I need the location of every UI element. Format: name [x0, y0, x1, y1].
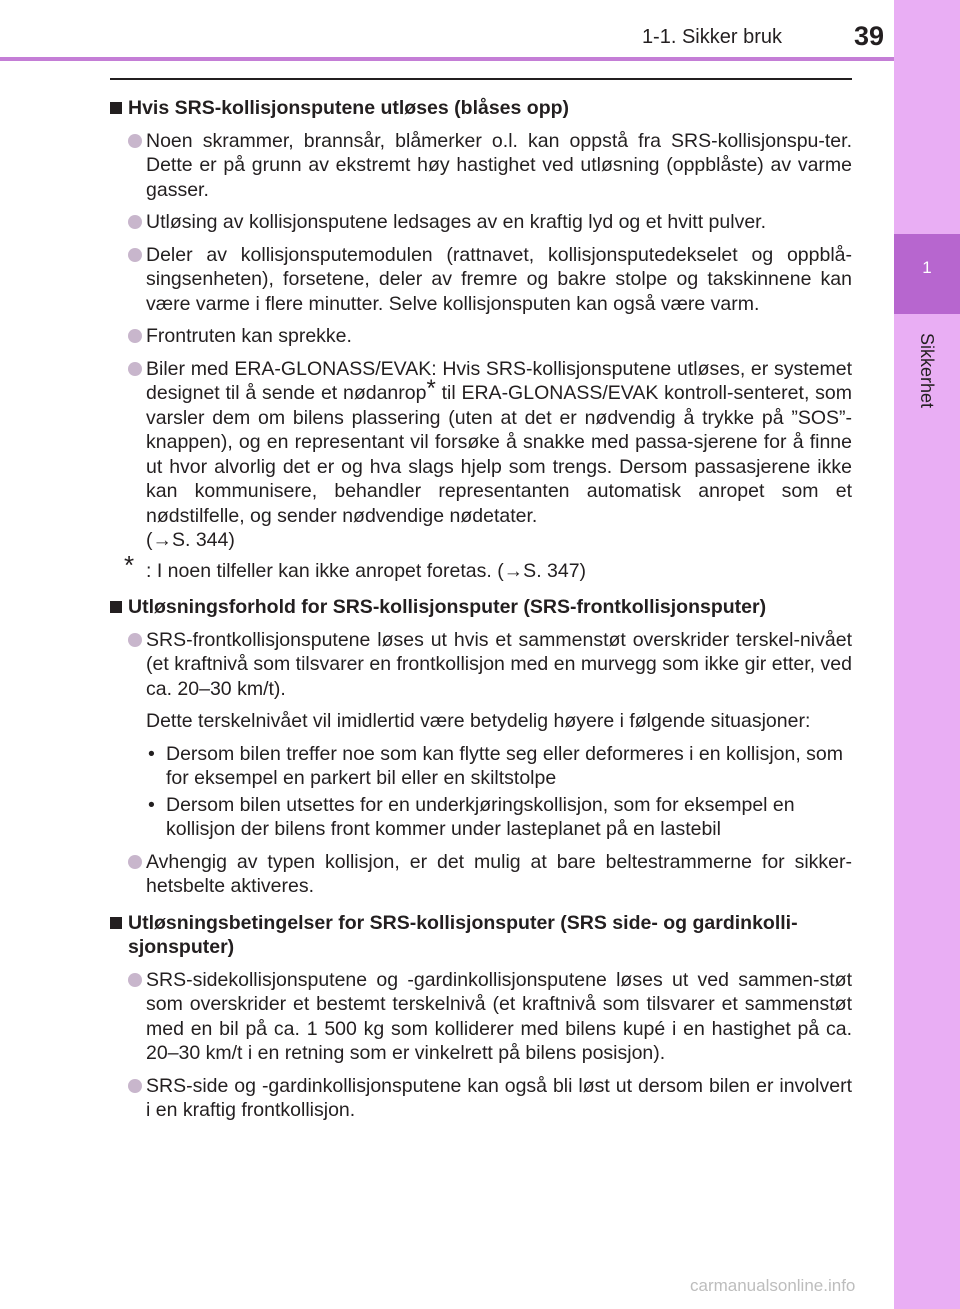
- round-bullet-icon: [128, 362, 142, 376]
- round-bullet-icon: [128, 1079, 142, 1093]
- round-bullet-icon: [128, 134, 142, 148]
- chapter-label-text: Sikkerhet: [917, 332, 938, 408]
- header-section-title: 1-1. Sikker bruk: [641, 26, 782, 48]
- footnote-asterisk: *: [124, 549, 135, 580]
- watermark-text: carmanualsonline.info: [690, 1276, 856, 1295]
- list-item: Noen skrammer, brannsår, blåmerker o.l. kan oppstå fra SRS-kollisjonspu-ter. Dette er på grunn av ekstremt høy hastighet ved utløsning (oppblåste) av varme gasser.: [110, 129, 852, 203]
- page-reference: (→S. 344): [146, 529, 235, 551]
- list-item: Biler med ERA-GLONASS/EVAK: Hvis SRS-kollisjonsputene utløses, er systemet designet til å sende et nødanrop* til ERA-GLONASS/EVAK kontroll-senteret, som varsler dem om bilens plassering (uten at det er nødvendig å trykke på ”SOS”-knappen), og en representant vil forsøke å snakke med passa-sjerene for å finne ut hvor alvorlig det er og hva slags hjelp som trengs. Dersom passasjerene ikke kan kommunisere, behandler representanten automatisk anropet som et nødstilfelle, og sender nødvendige nødetater. (→S. 344): [110, 357, 852, 553]
- sub-list-item: • Dersom bilen utsettes for en underkjøringskollisjon, som for eksempel en kollisjon der bilens front kommer under lasteplanet på en lastebil: [148, 793, 795, 840]
- top-rule: [110, 78, 852, 80]
- page-content: [110, 88, 852, 1123]
- list-item: Deler av kollisjonsputemodulen (rattnavet, kollisjonsputedekselet og oppblå-singsenheten), forsetene, deler av fremre og bakre stolpe og takskinnene kan være varme i flere minutter. Selve kollisjonsputen kan også være varm.: [110, 243, 852, 317]
- round-bullet-icon: [128, 633, 142, 647]
- round-bullet-icon: [128, 248, 142, 262]
- round-bullet-icon: [128, 329, 142, 343]
- sidebar: [894, 0, 960, 1309]
- header-divider: [0, 57, 894, 61]
- page-number: 39: [853, 21, 884, 51]
- paragraph: Dette terskelnivået vil imidlertid være betydelig høyere i følgende situasjoner:: [146, 710, 811, 732]
- section-heading-1: Hvis SRS-kollisjonsputene utløses (blåses opp): [110, 96, 852, 121]
- round-bullet-icon: [128, 215, 142, 229]
- list-item: SRS-sidekollisjonsputene og -gardinkollisjonsputene løses ut ved sammen-støt som overskrider et bestemt terskelnivå (et kraftnivå som tilsvarer et sammenstøt med en bil på ca. 1 500 kg som kolliderer med bilens kupé i en hastighet på ca. 20–30 km/t i en retning som er vinkelrett på bilens posisjon).: [110, 968, 852, 1066]
- list-item: SRS-frontkollisjonsputene løses ut hvis et sammenstøt overskrider terskel-nivået (et kraftnivå som tilsvarer en frontkollisjon med en murvegg som ikke gir etter, ved ca. 20–30 km/t).: [110, 628, 852, 702]
- list-item: Frontruten kan sprekke.: [110, 324, 852, 349]
- list-item: Utløsing av kollisjonsputene ledsages av en kraftig lyd og et hvitt pulver.: [110, 210, 852, 235]
- chapter-label: [894, 320, 960, 420]
- footnote: * : I noen tilfeller kan ikke anropet foretas. (→S. 347): [124, 549, 587, 582]
- square-bullet-icon: [110, 102, 122, 114]
- footnote-marker: *: [426, 374, 436, 402]
- sub-bullet-marker: •: [148, 742, 155, 765]
- round-bullet-icon: [128, 855, 142, 869]
- square-bullet-icon: [110, 917, 122, 929]
- chapter-tab: [894, 234, 960, 314]
- square-bullet-icon: [110, 601, 122, 613]
- section-heading-2: Utløsningsforhold for SRS-kollisjonsputer (SRS-frontkollisjonsputer): [110, 595, 852, 620]
- sub-list-item: • Dersom bilen treffer noe som kan flytte seg eller deformeres i en kollisjon, som for eksempel en parkert bil eller en skiltstolpe: [148, 742, 844, 789]
- section-heading-3: Utløsningsbetingelser for SRS-kollisjonsputer (SRS side- og gardinkolli-sjonsputer): [110, 911, 852, 960]
- list-item: SRS-side og -gardinkollisjonsputene kan også bli løst ut dersom bilen er involvert i en kraftig frontkollisjon.: [110, 1074, 852, 1123]
- round-bullet-icon: [128, 973, 142, 987]
- list-item: Avhengig av typen kollisjon, er det mulig at bare beltestrammerne for sikker-hetsbelte aktiveres.: [110, 850, 852, 899]
- sub-bullet-marker: •: [148, 793, 155, 816]
- chapter-number: 1: [922, 258, 932, 277]
